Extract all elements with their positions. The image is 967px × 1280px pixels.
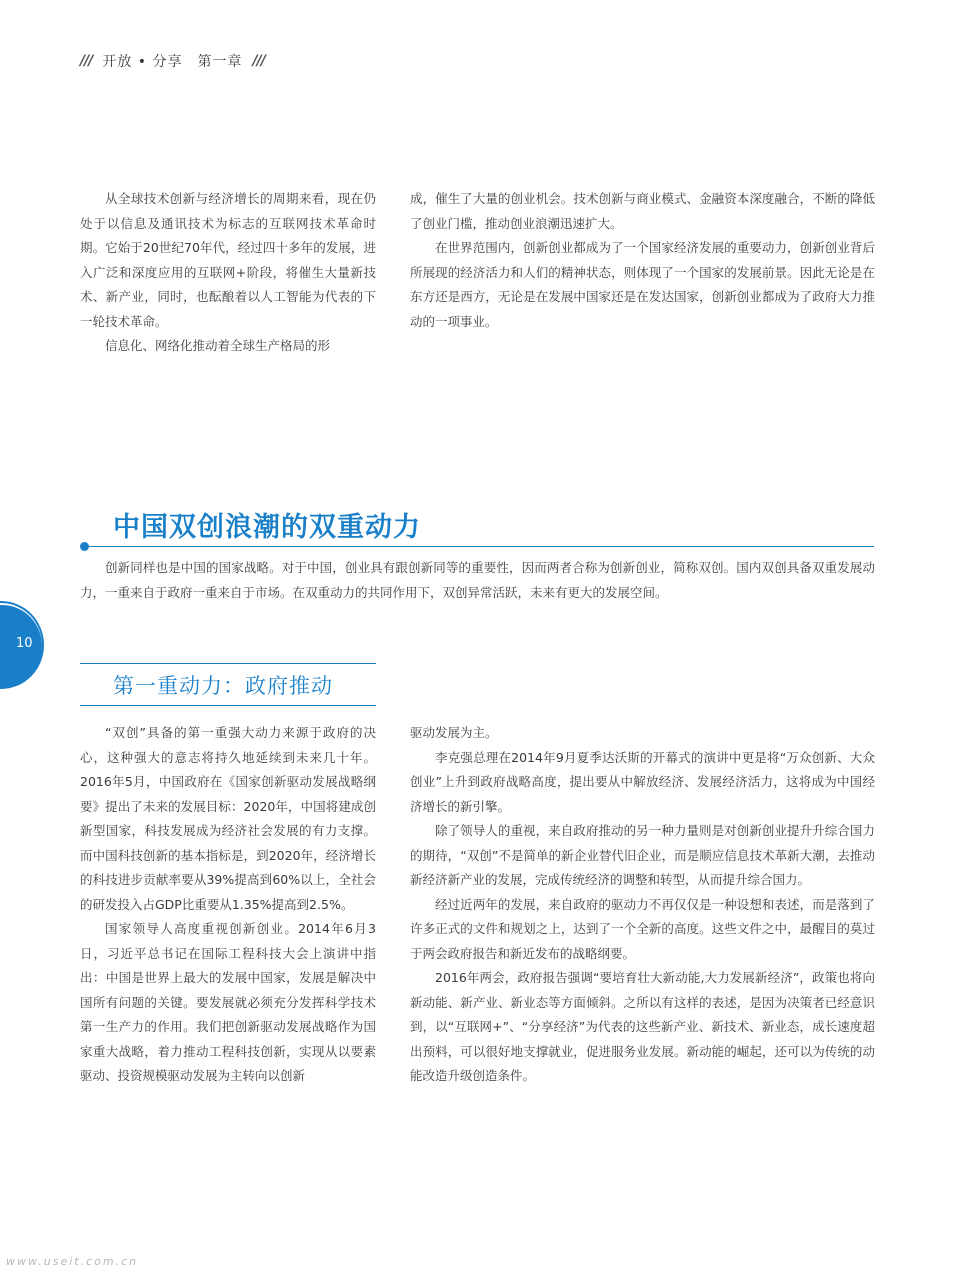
paragraph: “双创”具备的第一重强大动力来源于政府的决心，这种强大的意志将持久地延续到未来几十年。2016年5月，中国政府在《国家创新驱动发展战略纲要》提出了未来的发展目标：2020年，中国将建成创新型国家，科技发展成为经济社会发展的有力支撑。而中国科技创新的基本指标是，到2020年，经济增长的科技进步贡献率要从39%提高到60%以上，全社会的研发投入占GDP比重要从1.35%提高到2.5%。 — [80, 725, 376, 912]
section-divider — [84, 546, 874, 547]
header-slashes-right: /// — [252, 53, 265, 69]
subsection-title: 第一重动力：政府推动 — [113, 674, 333, 698]
paragraph: 驱动发展为主。 — [410, 725, 498, 740]
header-slashes-left: /// — [80, 53, 93, 69]
paragraph: 2016年两会，政府报告强调“要培育壮大新动能,大力发展新经济”，政策也将向新动能、新产业、新业态等方面倾斜。之所以有这样的表述，是因为决策者已经意识到，以“互联网+”、“分享经济”为代表的这些新产业、新技术、新业态，成长速度超出预料，可以很好地支撑就业，促进服务业发展。新动能的崛起，还可以为传统的动能改造升级创造条件。 — [410, 970, 875, 1083]
top-left-column — [80, 187, 376, 359]
paragraph: 李克强总理在2014年9月夏季达沃斯的开幕式的演讲中更是将“万众创新、大众创业”上升到政府战略高度，提出要从中解放经济、发展经济活力，这将成为中国经济增长的新引擎。 — [410, 749, 875, 814]
subsection-rule-bottom — [80, 705, 376, 706]
paragraph: 经过近两年的发展，来自政府的驱动力不再仅仅是一种设想和表述，而是落到了许多正式的文件和规划之上，达到了一个全新的高度。这些文件之中，最醒目的莫过于两会政府报告和新近发布的战略纲要。 — [410, 896, 875, 961]
header-text: 开放 • 分享 第一章 — [102, 54, 243, 70]
top-right-column — [410, 187, 875, 334]
paragraph: 国家领导人高度重视创新创业。2014年6月3日，习近平总书记在国际工程科技大会上演讲中指出：中国是世界上最大的发展中国家，发展是解决中国所有问题的关键。要发展就必须充分发挥科学技术第一生产力的作用。我们把创新驱动发展战略作为国家重大战略，着力推动工程科技创新，实现从以要素驱动、投资规模驱动发展为主转向以创新 — [80, 921, 376, 1083]
page-number: 10 — [16, 636, 33, 651]
section-title: 中国双创浪潮的双重动力 — [113, 512, 421, 543]
paragraph: 除了领导人的重视，来自政府推动的另一种力量则是对创新创业提升升综合国力的期待，“双创”不是简单的新企业替代旧企业，而是顺应信息技术革新大潮，去推动新经济新产业的发展，完成传统经济的调整和转型，从而提升综合国力。 — [410, 823, 875, 887]
paragraph: 信息化、网络化推动着全球生产格局的形 — [105, 338, 331, 353]
paragraph: 在世界范围内，创新创业都成为了一个国家经济发展的重要动力，创新创业背后所展现的经济活力和人们的精神状态，则体现了一个国家的发展前景。因此无论是在东方还是西方，无论是在发展中国家还是在发达国家，创新创业都成为了政府大力推动的一项事业。 — [410, 240, 875, 329]
paragraph: 创新同样也是中国的国家战略。对于中国，创业具有跟创新同等的重要性，因而两者合称为创新创业，简称双创。国内双创具备双重发展动力，一重来自于政府一重来自于市场。在双重动力的共同作用下，双创异常活跃，未来有更大的发展空间。 — [80, 560, 875, 600]
subsection-rule-top — [80, 663, 376, 664]
paragraph: 从全球技术创新与经济增长的周期来看，现在仍处于以信息及通讯技术为标志的互联网技术革命时期。它始于20世纪70年代，经过四十多年的发展，进入广泛和深度应用的互联网+阶段，将催生大量新技术、新产业，同时，也酝酿着以人工智能为代表的下一轮技术革命。 — [80, 191, 376, 329]
bottom-right-column — [410, 721, 875, 1089]
watermark: www.useit.com.cn — [6, 1255, 139, 1268]
section-intro — [80, 556, 875, 605]
section-bullet-dot — [80, 542, 89, 551]
running-header — [80, 50, 265, 72]
bottom-left-column — [80, 721, 376, 1089]
paragraph: 成，催生了大量的创业机会。技术创新与商业模式、金融资本深度融合，不断的降低了创业门槛，推动创业浪潮迅速扩大。 — [410, 191, 875, 231]
